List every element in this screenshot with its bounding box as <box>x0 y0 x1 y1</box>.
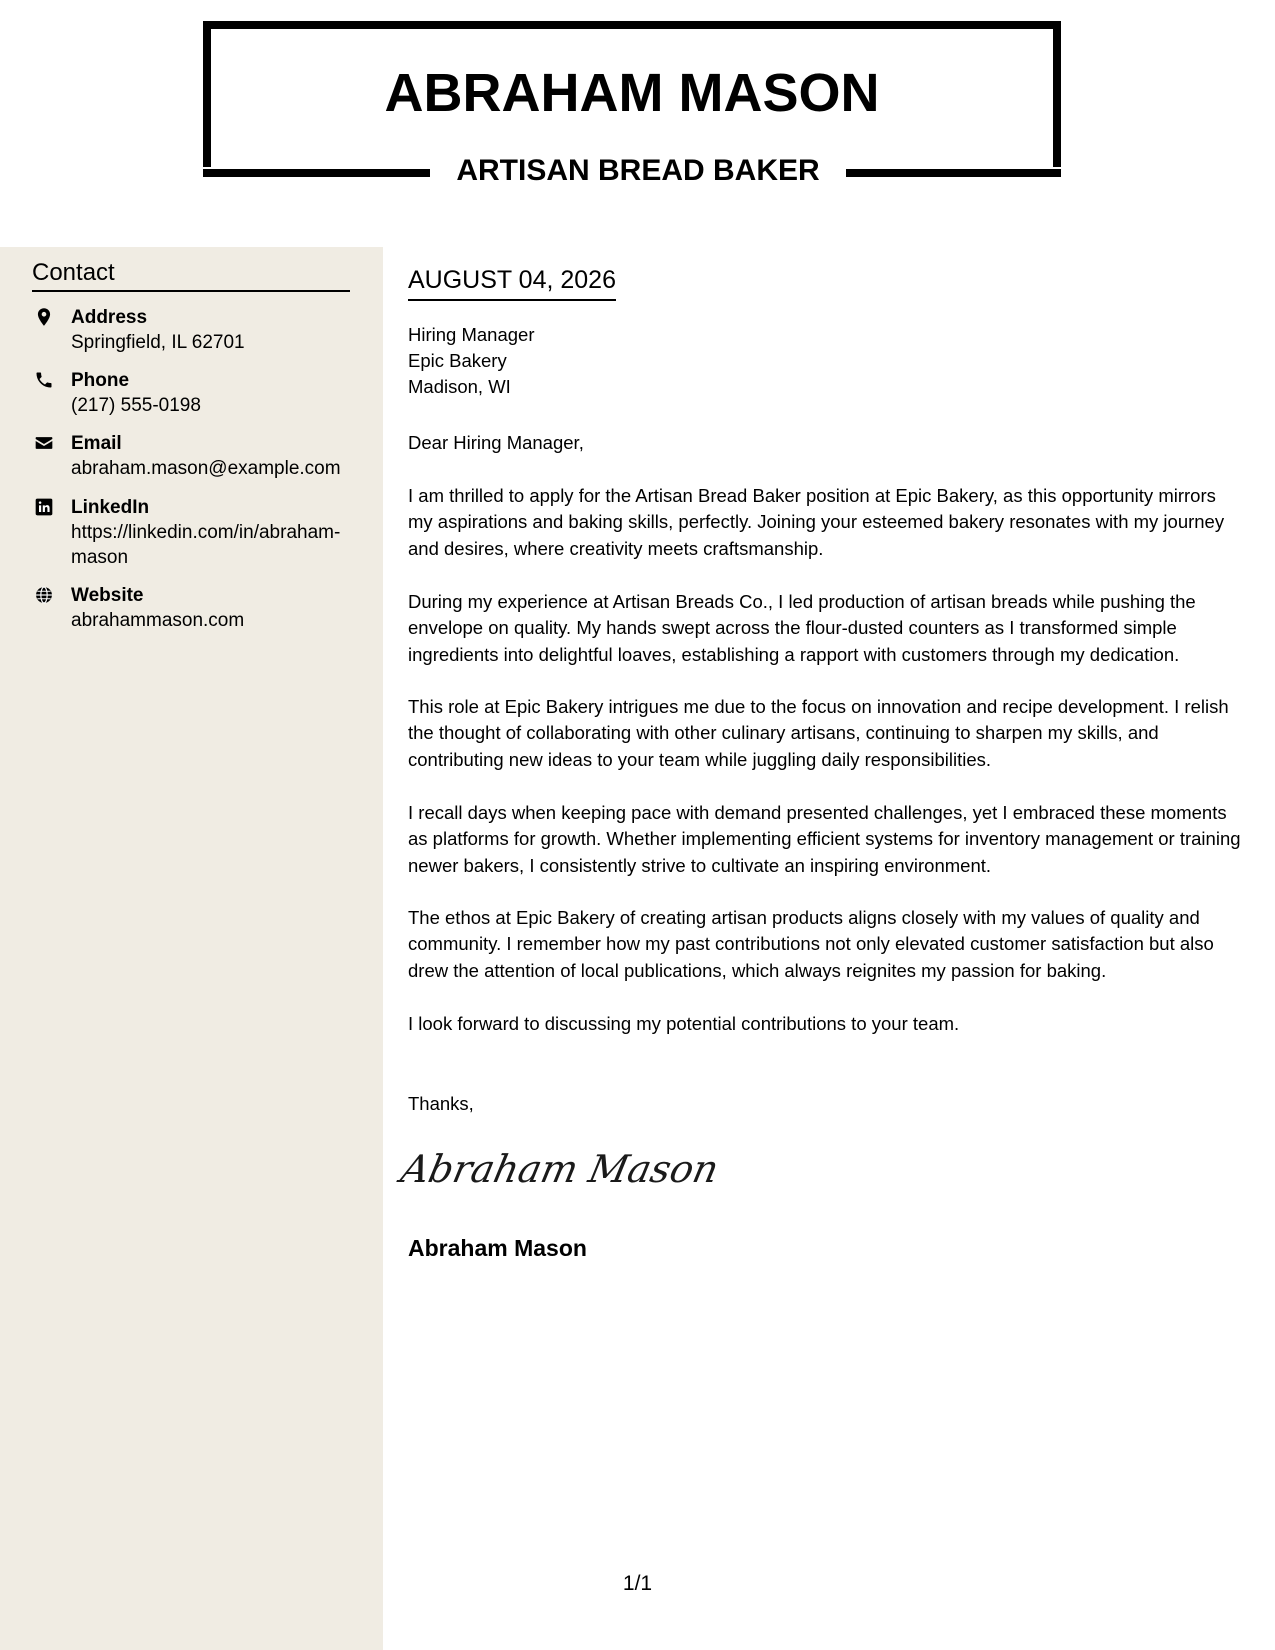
recipient-block <box>408 322 534 400</box>
letter-paragraph: During my experience at Artisan Breads Co., I led production of artisan breads while pushing the envelope on quality. My hands swept across the flour-dusted counters as I transformed simple ingredients into delightful loaves, establishing a rapport with customers through my dedication. <box>408 591 1196 665</box>
globe-icon <box>34 585 54 605</box>
closing: Thanks, <box>408 1093 474 1114</box>
contact-label: Email <box>71 433 122 454</box>
phone-icon <box>34 370 54 390</box>
contact-value: https://linkedin.com/in/abraham-mason <box>71 522 341 568</box>
letter-paragraph: I recall days when keeping pace with demand presented challenges, yet I embraced these moments as platforms for growth. Whether implementing efficient systems for inventory management or training newer bakers, I consistently strive to cultivate an inspiring environment. <box>408 802 1241 876</box>
contact-label: Website <box>71 585 144 606</box>
signature-image <box>396 1140 723 1196</box>
contact-value: Springfield, IL 62701 <box>71 332 245 353</box>
linkedin-icon <box>34 497 54 517</box>
header-frame-bottom-left <box>203 169 430 177</box>
signer-name: Abraham Mason <box>408 1235 587 1261</box>
salutation: Dear Hiring Manager, <box>408 432 584 453</box>
page-number: 1/1 <box>622 1572 653 1595</box>
signature-text: Abraham Mason <box>396 1147 723 1192</box>
contact-heading: Contact <box>32 258 350 292</box>
recipient-line: Madison, WI <box>408 376 511 397</box>
applicant-name: ABRAHAM MASON <box>384 63 880 123</box>
letter-paragraph: This role at Epic Bakery intrigues me due to the focus on innovation and recipe development. I relish the thought of collaborating with other culinary artisans, continuing to sharpen my skills, and contributing new ideas to your team while juggling daily responsibilities. <box>408 696 1229 770</box>
contact-label: Address <box>71 307 148 328</box>
letter-paragraph: I look forward to discussing my potential contributions to your team. <box>408 1013 960 1034</box>
envelope-icon <box>34 433 54 453</box>
recipient-line: Epic Bakery <box>408 350 507 371</box>
recipient-line: Hiring Manager <box>408 324 535 345</box>
job-title: ARTISAN BREAD BAKER <box>456 154 820 187</box>
letter-paragraph: The ethos at Epic Bakery of creating artisan products aligns closely with my values of quality and community. I remember how my past contributions not only elevated customer satisfaction but also drew the attention of local publications, which always reignites my passion for baking. <box>408 907 1214 981</box>
map-pin-icon <box>34 307 54 327</box>
letter-paragraph: I am thrilled to apply for the Artisan Bread Baker position at Epic Bakery, as this opportunity mirrors my aspirations and baking skills, perfectly. Joining your esteemed bakery resonates with my journey and desires, where creativity meets craftsmanship. <box>408 485 1225 559</box>
contact-value: abraham.mason@example.com <box>71 458 341 479</box>
header-frame-bottom-right <box>846 169 1061 177</box>
letter-date: AUGUST 04, 2026 <box>408 263 616 301</box>
contact-value: abrahammason.com <box>71 610 245 631</box>
contact-label: Phone <box>71 370 130 391</box>
contact-value: (217) 555-0198 <box>71 395 201 416</box>
contact-label: LinkedIn <box>71 497 150 518</box>
